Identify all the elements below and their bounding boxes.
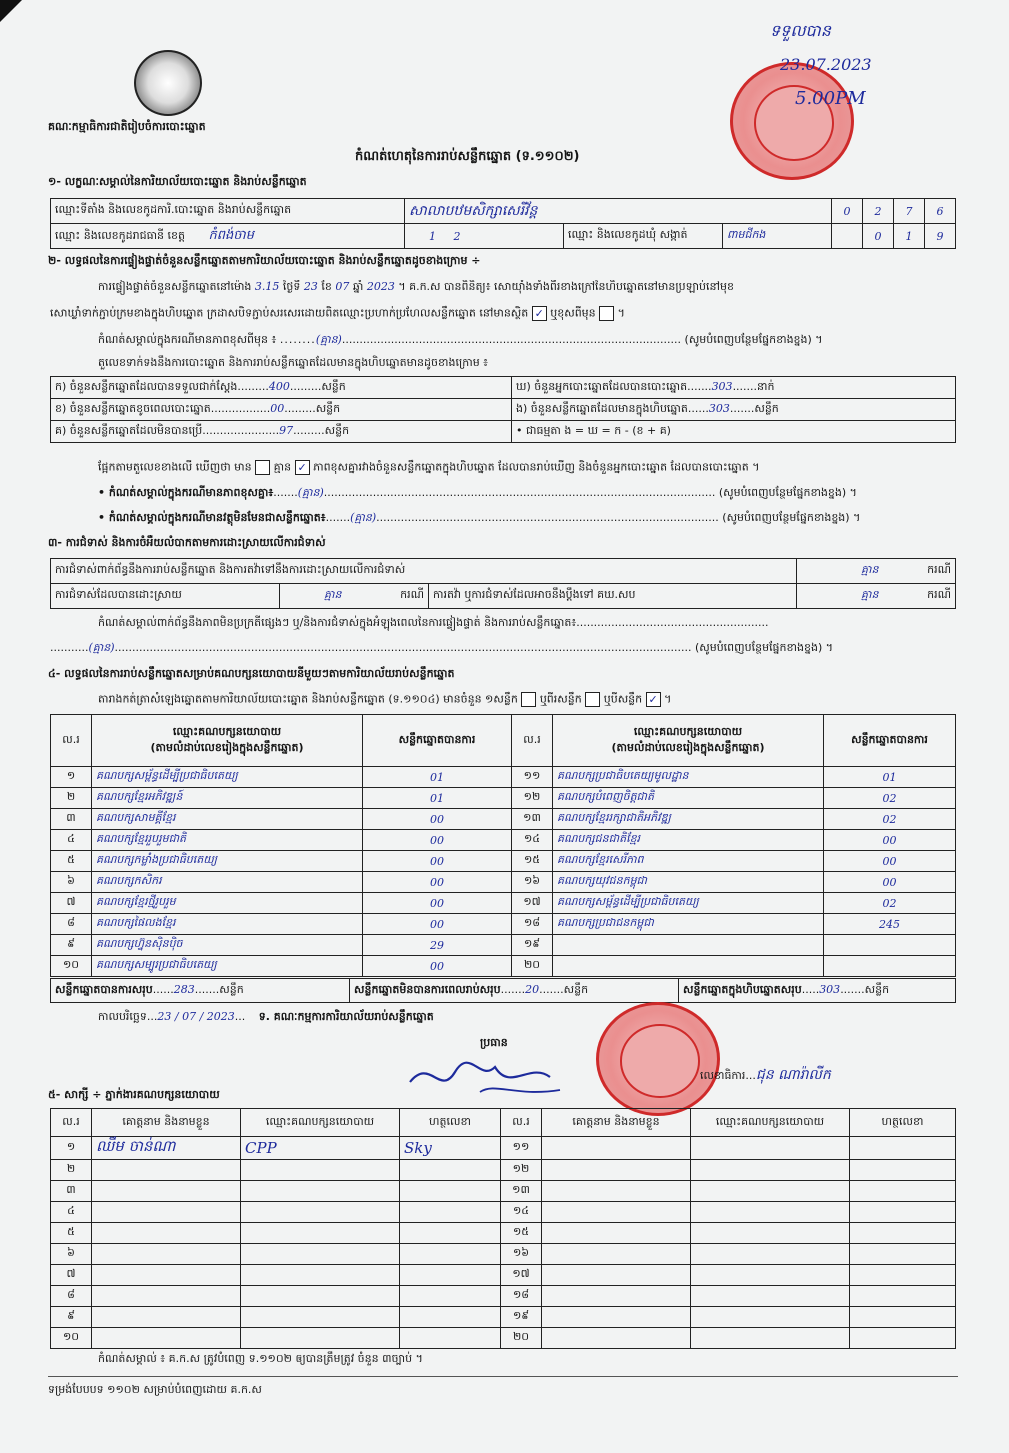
commune-label: ឈ្មោះ និងលេខកូដឃុំ សង្កាត់ xyxy=(564,224,723,249)
witness-name-left xyxy=(92,1328,241,1349)
form-title: កំណត់ហេតុនៃការរាប់សន្លឹកឆ្នោត (ទ.១១០២) xyxy=(355,149,580,164)
result-row xyxy=(51,767,956,788)
difference-note-value: (គ្មាន) xyxy=(297,486,324,499)
result-no-right: ១៧ xyxy=(512,893,553,914)
result-votes-left: 00 xyxy=(363,914,512,935)
col-votes-right: សន្លឹកឆ្នោតបានការ xyxy=(824,715,956,767)
bullet-difference: • កំណត់សម្គាល់ក្នុងករណីមានភាពខុសគ្នា៖.......(គ្មាន)................................................................................................................ (សូមបំពេញបន្ថែមផ្នែកខាងខ្នង) ។ xyxy=(98,486,857,499)
witness-row xyxy=(51,1265,956,1286)
w-col-no-right: ល.រ xyxy=(501,1109,542,1137)
witness-party-left xyxy=(241,1181,400,1202)
witness-party-left xyxy=(241,1328,400,1349)
irregularity-note: កំណត់សម្គាល់ពាក់ព័ន្ធនឹងភាពមិនប្រក្រតីផ្សេងៗ ឬ/និងការជំទាស់ក្នុងអំឡុងពេលនៃការផ្ទៀងផ្ទាត់ និងការរាប់សន្លឹកឆ្នោត៖....................................................... xyxy=(98,616,769,629)
witness-name-left xyxy=(92,1181,241,1202)
org-name: គណៈកម្មាធិការជាតិរៀបចំការបោះឆ្នោត xyxy=(48,120,206,133)
result-votes-right: 245 xyxy=(824,914,956,935)
witness-sign-right[interactable] xyxy=(850,1223,956,1244)
witness-party-left xyxy=(241,1223,400,1244)
result-party-left: គណបក្សផៃលងខ្មែរ xyxy=(92,914,363,935)
witness-sign-left xyxy=(400,1307,501,1328)
witness-party-right[interactable] xyxy=(691,1223,850,1244)
commune-code-1: 0 xyxy=(863,224,894,249)
section3-title: ៣- ការជំទាស់ និងការចំអឺយលំបាកតាមការដោះស្រាយលើការជំទាស់ xyxy=(48,536,326,549)
witness-party-right[interactable] xyxy=(691,1265,850,1286)
result-votes-left: 00 xyxy=(363,830,512,851)
witness-row xyxy=(51,1328,956,1349)
ballots-received-value: 400 xyxy=(268,379,290,393)
witness-name-left xyxy=(92,1244,241,1265)
witness-name-left xyxy=(92,1307,241,1328)
totals-table: សន្លឹកឆ្នោតបានការសរុប......283.......សន្លឹក សន្លឹកឆ្នោតមិនបានការពេលរាប់សរុប.......20.......សន្លឹក សន្លឹកឆ្នោតក្នុងហិបឆ្នោតសរុប.....303.......សន្លឹក xyxy=(50,978,956,1003)
voters-value: 303 xyxy=(711,379,733,393)
witness-no-right: ១៣ xyxy=(501,1181,542,1202)
time-value: 3.15 xyxy=(254,280,280,293)
witness-party-left xyxy=(241,1244,400,1265)
result-party-left: គណបក្សខ្មែររួបរួមជាតិ xyxy=(92,830,363,851)
verification-line-2: សោឃ្លាំទាក់ភ្ជាប់ក្រមខាងក្នុងហិបឆ្នោត ក្រដាសបិទភ្ជាប់សរសេរដោយពិតឈ្មោះប្រហាក់ប្រហែលសន្លឹកឆ្នោត នៅមានស្ថិត ✓ ឬខុសពីមុន ។ xyxy=(50,306,625,320)
seal-intact-checkbox[interactable]: ✓ xyxy=(532,306,547,321)
result-votes-right: 00 xyxy=(824,830,956,851)
bullet-foreign-object: • កំណត់សម្គាល់ក្នុងករណីមានវត្ថុមិនមែនជាសន្លឹកឆ្នោត៖.......(គ្មាន).................................................................................................. (សូមបំពេញបន្ថែមផ្នែកខាងខ្នង) ។ xyxy=(98,511,861,524)
witness-sign-left xyxy=(400,1160,501,1181)
witness-party-left xyxy=(241,1202,400,1223)
result-row xyxy=(51,956,956,977)
station-code-2: 2 xyxy=(863,199,894,224)
witness-sign-left xyxy=(400,1244,501,1265)
col-no-left: ល.រ xyxy=(51,715,92,767)
witness-name-right[interactable] xyxy=(542,1286,691,1307)
witness-no-left: ៤ xyxy=(51,1202,92,1223)
witness-row xyxy=(51,1202,956,1223)
witness-no-right: ១៨ xyxy=(501,1286,542,1307)
objection-label: ការជំទាស់ពាក់ព័ន្ធនឹងការរាប់សន្លឹកឆ្នោត និងការតវ៉ាទៅនឹងការដោះស្រាយលើការជំទាស់ xyxy=(51,559,797,584)
witness-no-left: ៧ xyxy=(51,1265,92,1286)
date-value: 23 / 07 / 2023 xyxy=(157,1010,235,1023)
result-party-left: គណបក្សសម្បូរប្រជាធិបតេយ្យ xyxy=(92,956,363,977)
result-row xyxy=(51,935,956,956)
foreign-object-note-value: (គ្មាន) xyxy=(350,511,377,524)
result-no-right: ១៩ xyxy=(512,935,553,956)
witness-row xyxy=(51,1244,956,1265)
result-no-right: ១៤ xyxy=(512,830,553,851)
seal-note-value: (គ្មាន) xyxy=(315,333,342,346)
received-time: 5.00PM xyxy=(795,88,866,109)
result-row xyxy=(51,809,956,830)
result-votes-left: 00 xyxy=(363,956,512,977)
footer-text: ទម្រង់បែបបទ ១១០២ សម្រាប់បំពេញដោយ គ.ក.ស xyxy=(48,1383,262,1396)
witness-no-left: ៩ xyxy=(51,1307,92,1328)
witness-name-right[interactable] xyxy=(542,1223,691,1244)
ballots-spoiled-value: 00 xyxy=(270,401,285,415)
seal-note-line: កំណត់សម្គាល់ក្នុងករណីមានភាពខុសពីមុន ៖ ........(គ្មាន)................................................................................................. (សូមបំពេញបន្ថែមផ្នែកខាងខ្នង) ។ xyxy=(98,333,823,346)
result-no-right: ១៣ xyxy=(512,809,553,830)
result-party-right: គណបក្សខ្មែររក្សាជាតិអភិវឌ្ឍ xyxy=(553,809,824,830)
difference-yes-checkbox[interactable] xyxy=(255,460,270,475)
section4-title: ៤- លទ្ធផលនៃការរាប់សន្លឹកឆ្នោតសម្រាប់គណបក្សនយោបាយនីមួយៗតាមការិយាល័យរាប់សន្លឹកឆ្នោត xyxy=(48,667,455,680)
result-votes-left: 01 xyxy=(363,788,512,809)
witness-row xyxy=(51,1181,956,1202)
section1-table xyxy=(50,198,956,249)
w-col-name-right: គោត្តនាម និងនាមខ្លួន xyxy=(542,1109,691,1137)
total-valid-value: 283 xyxy=(173,982,195,996)
total-box-value: 303 xyxy=(819,982,841,996)
witness-party-right[interactable] xyxy=(691,1181,850,1202)
witness-party-left: CPP xyxy=(241,1137,400,1160)
three-sheets-checkbox[interactable]: ✓ xyxy=(646,692,661,707)
station-label: ឈ្មោះទីតាំង និងលេខកូដការិ.បោះឆ្នោត និងរាប់សន្លឹកឆ្នោត xyxy=(51,199,405,224)
witness-name-right[interactable] xyxy=(542,1328,691,1349)
witness-name-right[interactable] xyxy=(542,1137,691,1160)
witness-sign-left xyxy=(400,1286,501,1307)
witness-name-right[interactable] xyxy=(542,1160,691,1181)
col-party-right: ឈ្មោះគណបក្សនយោបាយ xyxy=(633,724,743,738)
result-no-left: ១០ xyxy=(51,956,92,977)
witness-no-left: ៨ xyxy=(51,1286,92,1307)
result-votes-left: 00 xyxy=(363,851,512,872)
witness-no-left: ៣ xyxy=(51,1181,92,1202)
witness-name-right[interactable] xyxy=(542,1202,691,1223)
province-code-2: 2 xyxy=(453,229,461,243)
witness-sign-right[interactable] xyxy=(850,1328,956,1349)
result-no-left: ៥ xyxy=(51,851,92,872)
witness-no-left: ១០ xyxy=(51,1328,92,1349)
result-party-left: គណបក្សសាមគ្គីខ្មែរ xyxy=(92,809,363,830)
day-value: 23 xyxy=(303,280,318,293)
witness-row xyxy=(51,1286,956,1307)
chair-signature xyxy=(400,1052,580,1102)
witness-no-left: ៦ xyxy=(51,1244,92,1265)
result-votes-right: 02 xyxy=(824,788,956,809)
received-note: ទទួលបាន xyxy=(770,21,831,40)
result-votes-right: 02 xyxy=(824,893,956,914)
result-votes-left: 00 xyxy=(363,809,512,830)
station-code-4: 6 xyxy=(925,199,956,224)
irregularity-note-line2: ...........(គ្មាន)..................................................................................................................................................................... (សូមបំពេញបន្ថែមផ្នែកខាងខ្នង) ។ xyxy=(50,641,833,654)
witness-row xyxy=(51,1137,956,1160)
result-no-right: ១៦ xyxy=(512,872,553,893)
witness-name-left xyxy=(92,1160,241,1181)
witness-party-right[interactable] xyxy=(691,1244,850,1265)
comparison-line: ផ្អែកតាមតួលេខខាងលើ ឃើញថា មាន គ្មាន ✓ ភាពខុសគ្នារវាងចំនួនសន្លឹកឆ្នោតក្នុងហិបឆ្នោត ដែលបានរាប់ឃើញ និងចំនួនអ្នកបោះឆ្នោត ដែលបានបោះឆ្នោត ។ xyxy=(98,460,760,474)
witness-sign-left: Sky xyxy=(400,1137,501,1160)
result-votes-right xyxy=(824,935,956,956)
witness-sign-right[interactable] xyxy=(850,1286,956,1307)
witness-table xyxy=(50,1108,956,1349)
witness-party-right[interactable] xyxy=(691,1137,850,1160)
result-party-right: គណបក្សប្រជាជនកម្ពុជា xyxy=(553,914,824,935)
witness-name-left: ឈឹម ចាន់ណា xyxy=(92,1137,241,1160)
result-party-right: គណបក្សប្រជាធិបតេយ្យមូលដ្ឋាន xyxy=(553,767,824,788)
witness-party-right[interactable] xyxy=(691,1160,850,1181)
station-value: សាលាបឋមសិក្សាសេរីវ័ន្ត xyxy=(405,199,832,224)
section5-title: ៥- សាក្សី ÷ ភ្នាក់ងារគណបក្សនយោបាយ xyxy=(48,1088,220,1101)
result-no-left: ៦ xyxy=(51,872,92,893)
witness-no-right: ១៩ xyxy=(501,1307,542,1328)
witness-sign-right[interactable] xyxy=(850,1160,956,1181)
col-votes-left: សន្លឹកឆ្នោតបានការ xyxy=(363,715,512,767)
result-votes-right: 00 xyxy=(824,851,956,872)
witness-row xyxy=(51,1160,956,1181)
folded-corner xyxy=(0,0,22,22)
difference-no-checkbox[interactable]: ✓ xyxy=(295,460,310,475)
result-no-left: ៨ xyxy=(51,914,92,935)
official-stamp-top xyxy=(730,62,854,180)
witness-no-right: ១៤ xyxy=(501,1202,542,1223)
witness-name-right[interactable] xyxy=(542,1307,691,1328)
witness-party-right[interactable] xyxy=(691,1307,850,1328)
nec-logo-icon xyxy=(134,50,202,116)
result-row xyxy=(51,914,956,935)
commune-value: ពាមជីកង xyxy=(723,224,832,249)
witness-name-left xyxy=(92,1202,241,1223)
result-row xyxy=(51,851,956,872)
chair-label: ប្រធាន xyxy=(480,1036,508,1049)
footer-divider xyxy=(48,1376,958,1377)
witness-sign-left xyxy=(400,1202,501,1223)
result-votes-right xyxy=(824,956,956,977)
province-label: ឈ្មោះ និងលេខកូដរាជធានី ខេត្ត xyxy=(55,228,185,242)
witness-name-right[interactable] xyxy=(542,1181,691,1202)
w-col-party-left: ឈ្មោះគណបក្សនយោបាយ xyxy=(241,1109,400,1137)
witness-sign-left xyxy=(400,1328,501,1349)
witness-name-right[interactable] xyxy=(542,1265,691,1286)
figures-intro: តួលេខទាក់ទងនឹងការបោះឆ្នោត និងការរាប់សន្លឹកឆ្នោតដែលមានក្នុងហិបឆ្នោតមានដូចខាងក្រោម ៖ xyxy=(98,356,489,369)
witness-name-left xyxy=(92,1265,241,1286)
result-party-right: គណបក្សបំពេញចិត្តជាតិ xyxy=(553,788,824,809)
col-party-left: ឈ្មោះគណបក្សនយោបាយ xyxy=(172,724,282,738)
result-no-right: ១២ xyxy=(512,788,553,809)
official-stamp-bottom xyxy=(596,1002,720,1116)
col-no-right: ល.រ xyxy=(512,715,553,767)
ballots-in-box-value: 303 xyxy=(708,401,730,415)
result-no-left: ៤ xyxy=(51,830,92,851)
witness-no-right: ១៥ xyxy=(501,1223,542,1244)
objection-value: គ្មាន xyxy=(861,563,879,576)
witness-row xyxy=(51,1223,956,1244)
w-col-name-left: គោត្តនាម និងនាមខ្លួន xyxy=(92,1109,241,1137)
received-date: 23.07.2023 xyxy=(780,55,872,74)
result-no-right: ២០ xyxy=(512,956,553,977)
province-code-1: 1 xyxy=(429,229,436,243)
witness-party-right[interactable] xyxy=(691,1202,850,1223)
date-line: កាលបរិច្ឆេទ...23 / 07 / 2023... ទ. គណៈកម្មការការិយាល័យរាប់សន្លឹកឆ្នោត xyxy=(98,1010,434,1023)
witness-name-right[interactable] xyxy=(542,1244,691,1265)
witness-sign-left xyxy=(400,1265,501,1286)
objections-table: ការជំទាស់ពាក់ព័ន្ធនឹងការរាប់សន្លឹកឆ្នោត និងការតវ៉ាទៅនឹងការដោះស្រាយលើការជំទាស់ គ្មាន ករណី ការជំទាស់ដែលបានដោះស្រាយ គ្មាន ករណី ការតវ៉ា ឬការជំទាស់ដែលអាចនឹងប្តឹងទៅ គឃ.សប គ្មាន ករណី xyxy=(50,558,956,609)
result-party-right: គណបក្សសម្ព័ន្ធដើម្បីប្រជាធិបតេយ្យ xyxy=(553,893,824,914)
result-no-left: ៧ xyxy=(51,893,92,914)
result-party-right: គណបក្សយុវជនកម្ពុជា xyxy=(553,872,824,893)
result-no-right: ១១ xyxy=(512,767,553,788)
witness-sign-right[interactable] xyxy=(850,1265,956,1286)
result-row xyxy=(51,788,956,809)
result-row xyxy=(51,830,956,851)
result-party-right xyxy=(553,956,824,977)
witness-party-right[interactable] xyxy=(691,1328,850,1349)
seal-changed-checkbox[interactable] xyxy=(599,306,614,321)
footnote: កំណត់សម្គាល់ ៖ គ.ក.ស ត្រូវបំពេញ ទ.១១០២ ឲ្យបានត្រឹមត្រូវ ចំនួន ៣ច្បាប់ ។ xyxy=(98,1352,423,1365)
witness-sign-left xyxy=(400,1223,501,1244)
witness-party-left xyxy=(241,1286,400,1307)
witness-no-right: ១១ xyxy=(501,1137,542,1160)
result-row xyxy=(51,893,956,914)
witness-name-left xyxy=(92,1286,241,1307)
w-col-sign-right: ហត្ថលេខា xyxy=(850,1109,956,1137)
witness-row xyxy=(51,1307,956,1328)
witness-sign-left xyxy=(400,1181,501,1202)
result-no-right: ១៨ xyxy=(512,914,553,935)
result-party-right xyxy=(553,935,824,956)
witness-sign-right[interactable] xyxy=(850,1244,956,1265)
witness-no-right: ១៧ xyxy=(501,1265,542,1286)
witness-no-left: ២ xyxy=(51,1160,92,1181)
result-no-left: ៣ xyxy=(51,809,92,830)
result-votes-left: 00 xyxy=(363,872,512,893)
witness-no-right: ២០ xyxy=(501,1328,542,1349)
witness-party-right[interactable] xyxy=(691,1286,850,1307)
w-col-sign-left: ហត្ថលេខា xyxy=(400,1109,501,1137)
section1-title: ១- លក្ខណៈសម្គាល់នៃការិយាល័យបោះឆ្នោត និងរាប់សន្លឹកឆ្នោត xyxy=(48,175,307,188)
witness-no-left: ១ xyxy=(51,1137,92,1160)
witness-no-left: ៥ xyxy=(51,1223,92,1244)
secretary-value: ជុន ណារ៉ាលីក xyxy=(755,1067,831,1083)
result-party-left: គណបក្សកម្លាំងប្រជាធិបតេយ្យ xyxy=(92,851,363,872)
irregularity-note-value: (គ្មាន) xyxy=(88,641,115,654)
total-invalid-value: 20 xyxy=(525,982,540,996)
result-party-right: គណបក្សជនជាតិខ្មែរ xyxy=(553,830,824,851)
result-row xyxy=(51,872,956,893)
result-no-right: ១៥ xyxy=(512,851,553,872)
witness-no-right: ១៦ xyxy=(501,1244,542,1265)
result-party-left: គណបក្សហ្វ៊ុនស៊ិនប៉ិច xyxy=(92,935,363,956)
result-votes-left: 00 xyxy=(363,893,512,914)
result-no-left: ៩ xyxy=(51,935,92,956)
formula: • ជាធម្មតា ង = ឃ = ក - (ខ + គ) xyxy=(512,421,956,443)
resolved-label: ការជំទាស់ដែលបានដោះស្រាយ xyxy=(51,584,280,609)
month-value: 07 xyxy=(335,280,350,293)
ballot-figures-table: ក) ចំនួនសន្លឹកឆ្នោតដែលបានទទួលជាក់ស្តែង.........400.........សន្លឹក ឃ) ចំនួនអ្នកបោះឆ្នោតដែលបានបោះឆ្នោត.......303.......នាក់ ខ) ចំនួនសន្លឹកឆ្នោតខូចពេលបោះឆ្នោត.................00.........សន្លឹក ង) ចំនួនសន្លឹកឆ្នោតដែលមានក្នុងហិបឆ្នោត......303.......សន្លឹក គ) ចំនួនសន្លឹកឆ្នោតដែលមិនបានប្រើ......................97.........សន្លឹក • ជាធម្មតា ង = ឃ = ក - (ខ + គ) xyxy=(50,376,956,443)
w-col-party-right: ឈ្មោះគណបក្សនយោបាយ xyxy=(691,1109,850,1137)
result-votes-right: 01 xyxy=(824,767,956,788)
commune-code-3: 9 xyxy=(925,224,956,249)
result-party-right: គណបក្សខ្មែរសេរីភាព xyxy=(553,851,824,872)
secretary-line: លេខាធិការ...ជុន ណារ៉ាលីក xyxy=(700,1067,831,1083)
resolved-value: គ្មាន xyxy=(324,588,342,601)
province-value: កំពង់ចាម xyxy=(208,227,254,243)
station-code-3: 7 xyxy=(894,199,925,224)
year-value: 2023 xyxy=(366,280,395,293)
section2-title: ២- លទ្ធផលនៃការផ្ទៀងផ្ទាត់ចំនួនសន្លឹកឆ្នោតតាមការិយាល័យបោះឆ្នោត និងរាប់សន្លឹកឆ្នោតដូចខាងក្រោម ÷ xyxy=(48,254,481,267)
result-votes-left: 29 xyxy=(363,935,512,956)
witness-party-left xyxy=(241,1307,400,1328)
verification-line-1: ការផ្ទៀងផ្ទាត់ចំនួនសន្លឹកឆ្នោតនៅម៉ោង 3.15 ថ្ងៃទី 23 ខែ 07 ឆ្នាំ 2023 ។ គ.ក.ស បានពិនិត្យ៖ សោយ៉ាំងទាំងពីរខាងក្រៅនៃហិបឆ្នោតនៅមានប្រឡាប់នៅមុខ xyxy=(98,280,734,293)
w-col-no-left: ល.រ xyxy=(51,1109,92,1137)
result-votes-right: 02 xyxy=(824,809,956,830)
witness-sign-right[interactable] xyxy=(850,1137,956,1160)
result-party-left: គណបក្សខ្មែរថ្មីរួបរួម xyxy=(92,893,363,914)
station-code-1: 0 xyxy=(832,199,863,224)
result-party-left: គណបក្សកសិករ xyxy=(92,872,363,893)
two-sheets-checkbox[interactable] xyxy=(585,692,600,707)
result-no-left: ១ xyxy=(51,767,92,788)
commune-code-2: 1 xyxy=(894,224,925,249)
tally-sheet-line: តារាងកត់ត្រាសំឡេងឆ្នោតតាមការិយាល័យបោះឆ្នោត និងរាប់សន្លឹកឆ្នោត (ទ.១១០៤) មានចំនួន ១សន្លឹក ឬពីរសន្លឹក ឬបីសន្លឹក ✓ ។ xyxy=(98,692,672,706)
witness-sign-right[interactable] xyxy=(850,1307,956,1328)
witness-party-left xyxy=(241,1160,400,1181)
results-table: ល.រ ឈ្មោះគណបក្សនយោបាយ (តាមលំដាប់លេខរៀងក្នុងសន្លឹកឆ្នោត) សន្លឹកឆ្នោតបានការ ល.រ ឈ្មោះគណបក្សនយោបាយ (តាមលំដាប់លេខរៀងក្នុងសន្លឹកឆ្នោត) សន្លឹកឆ្នោតបានការ ១ គណបក្សសម្ព័ន្ធដើម្បីប្រជាធិបតេយ្យ 01 ១១ គណបក្សប្រជាធិបតេយ្យមូលដ្ឋាន 01 ២ គណបក្សខ្មែរអភិវឌ្ឍន៍ 01 ១២ គណបក្សបំពេញចិត្តជាតិ 02 ៣ គណបក្សសាមគ្គីខ្មែរ 00 ១៣ គណបក្សខ្មែររក្សាជាតិអភិវឌ្ឍ 02 ៤ គណបក្សខ្មែររួបរួមជាតិ 00 ១៤ គណបក្សជនជាតិខ្មែរ 00 ៥ គណបក្សកម្លាំងប្រជាធិបតេយ្យ 00 ១៥ គណបក្សខ្មែរសេរីភាព 00 ៦ គណបក្សកសិករ 00 ១៦ គណបក្សយុវជនកម្ពុជា 00 ៧ គណបក្សខ្មែរថ្មីរួបរួម 00 ១៧ គណបក្សសម្ព័ន្ធដើម្បីប្រជាធិបតេយ្យ 02 ៨ គណបក្សផៃលងខ្មែរ 00 ១៨ គណបក្សប្រជាជនកម្ពុជា 245 ៩ គណបក្សហ្វ៊ុនស៊ិនប៉ិច 29 ១៩ ១០ គណបក្សសម្បូរប្រជាធិបតេយ្យ 00 ២០ xyxy=(50,714,956,977)
witness-sign-right[interactable] xyxy=(850,1181,956,1202)
result-votes-left: 01 xyxy=(363,767,512,788)
one-sheet-checkbox[interactable] xyxy=(521,692,536,707)
appeal-label: ការតវ៉ា ឬការជំទាស់ដែលអាចនឹងប្តឹងទៅ គឃ.សប xyxy=(429,584,797,609)
result-party-left: គណបក្សសម្ព័ន្ធដើម្បីប្រជាធិបតេយ្យ xyxy=(92,767,363,788)
appeal-value: គ្មាន xyxy=(861,588,879,601)
witness-party-left xyxy=(241,1265,400,1286)
ballots-unused-value: 97 xyxy=(279,423,294,437)
witness-sign-right[interactable] xyxy=(850,1202,956,1223)
witness-no-right: ១២ xyxy=(501,1160,542,1181)
result-no-left: ២ xyxy=(51,788,92,809)
result-votes-right: 00 xyxy=(824,872,956,893)
witness-name-left xyxy=(92,1223,241,1244)
result-party-left: គណបក្សខ្មែរអភិវឌ្ឍន៍ xyxy=(92,788,363,809)
